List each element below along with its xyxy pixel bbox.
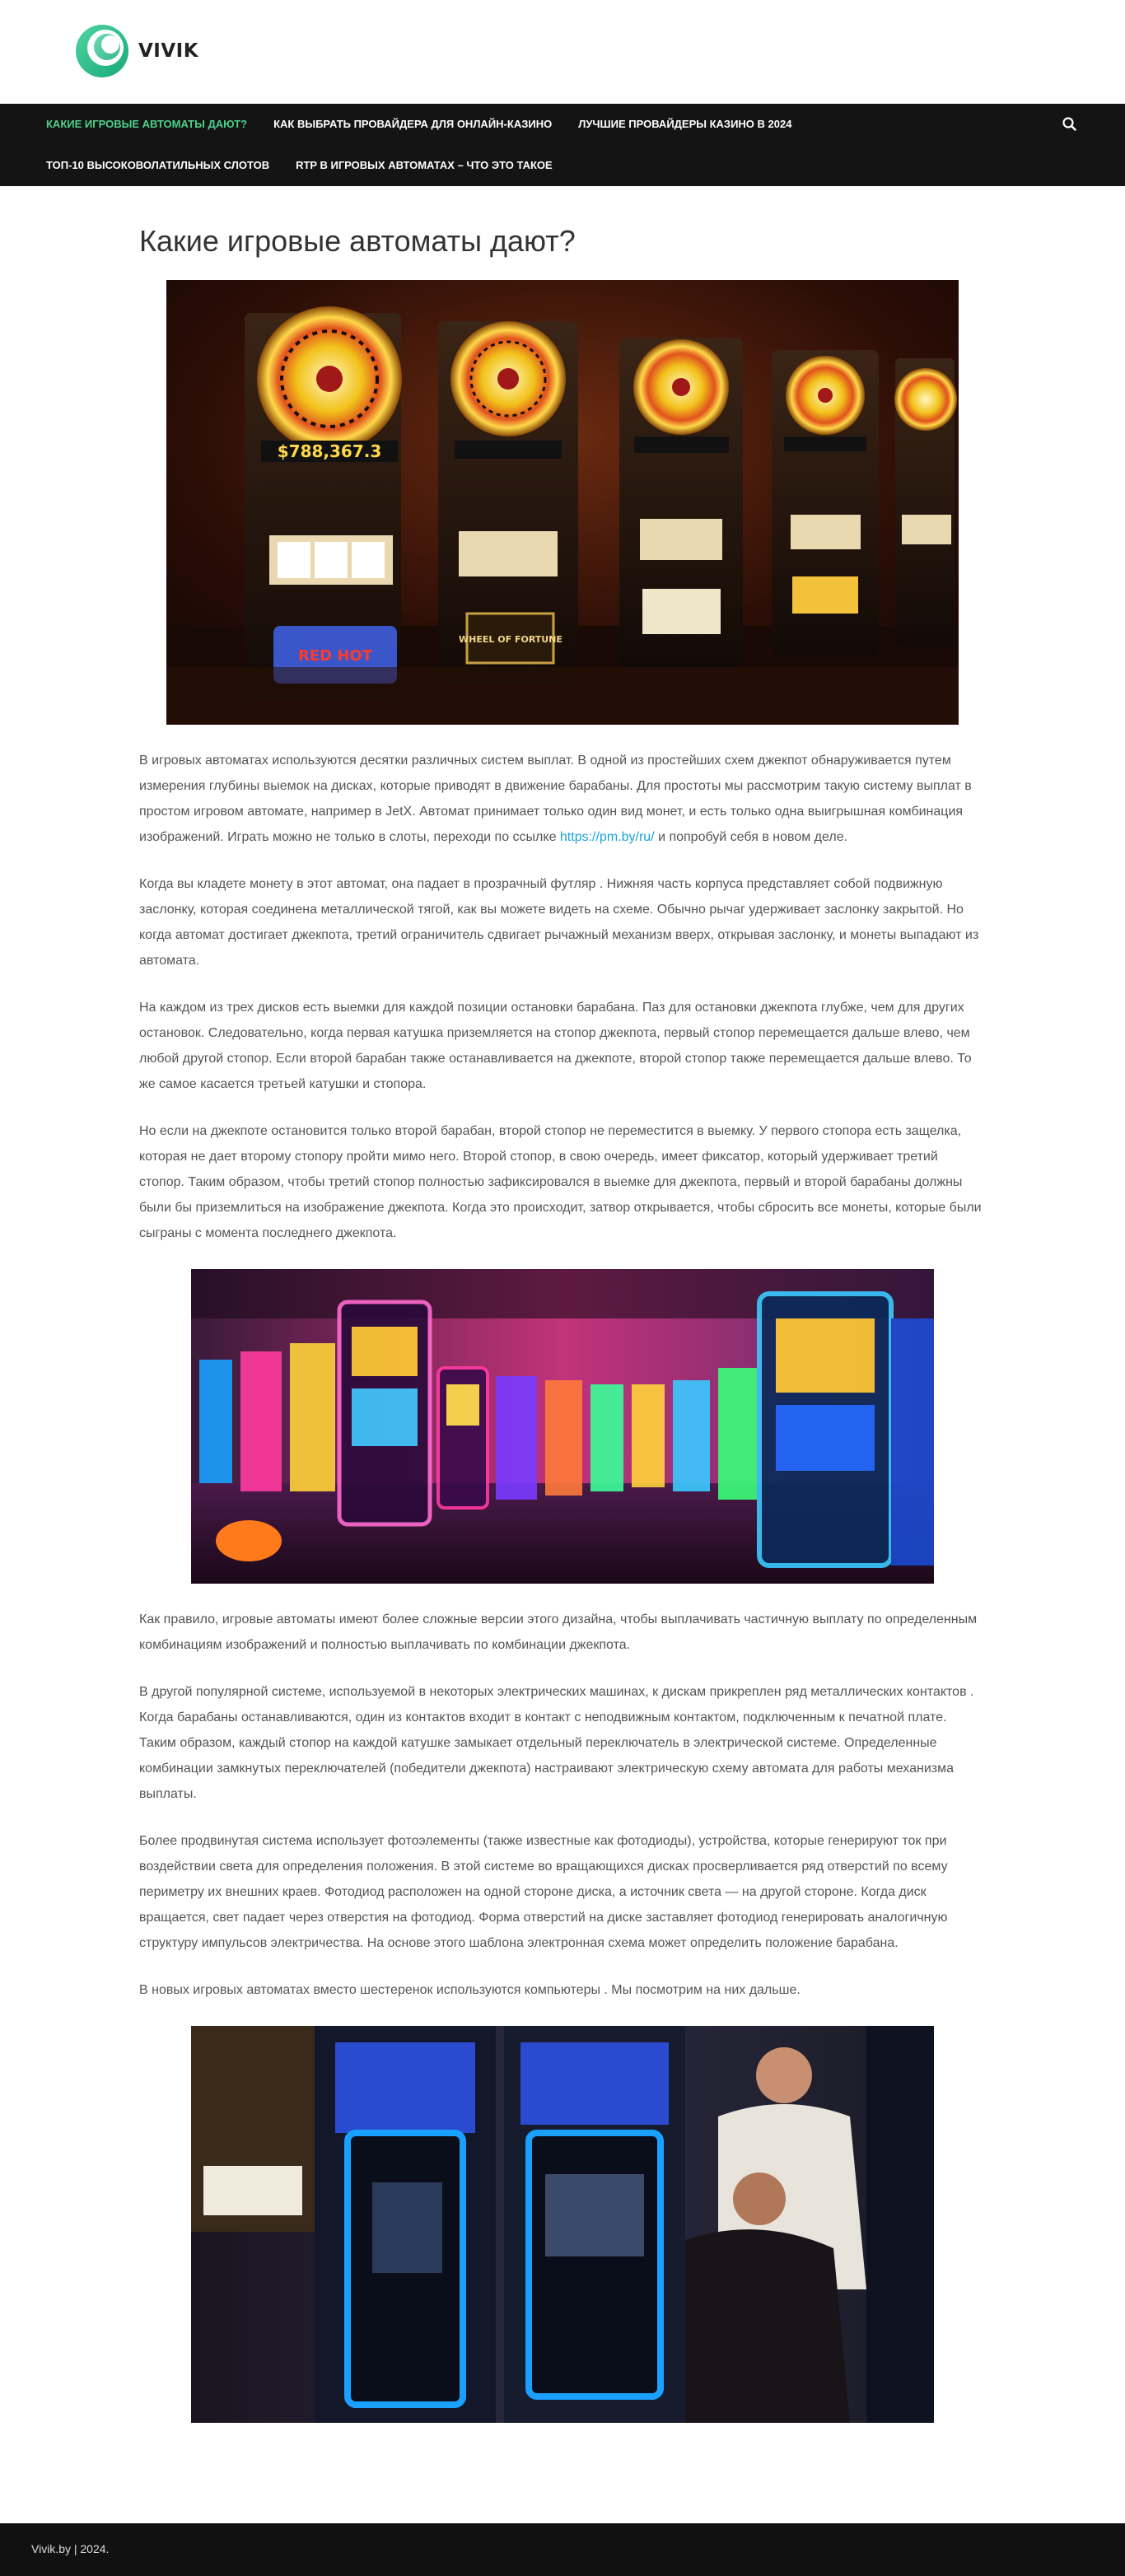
paragraph-5: Как правило, игровые автоматы имеют более сложные версии этого дизайна, чтобы выплачивать частичную выплату по определенным комбинациям изображений и полностью выплачивать по комбинации джекпота. — [139, 1612, 978, 1652]
nav-item-rtp[interactable]: RTP В ИГРОВЫХ АВТОМАТАХ – ЧТО ЭТО ТАКОЕ — [296, 159, 553, 171]
slot-machines-image-1 — [166, 280, 959, 725]
wheel-of-fortune-label: WHEEL OF FORTUNE — [459, 634, 562, 645]
nav-row-1 — [46, 104, 818, 145]
jackpot-display: $788,367.3 — [277, 441, 382, 461]
paragraph-8: В новых игровых автоматах вместо шестеренок используются компьютеры . Мы посмотрим на них дальше. — [139, 1983, 801, 1997]
red-hot-label: RED HOT — [297, 647, 373, 665]
site-header — [0, 0, 1125, 104]
nav-row-2 — [46, 145, 579, 186]
nav-item-slot-machines[interactable]: КАКИЕ ИГРОВЫЕ АВТОМАТЫ ДАЮТ? — [46, 118, 248, 130]
nav-item-top-volatile-slots[interactable]: ТОП-10 ВЫСОКОВОЛАТИЛЬНЫХ СЛОТОВ — [46, 159, 270, 171]
nav-item-choose-provider[interactable]: КАК ВЫБРАТЬ ПРОВАЙДЕРА ДЛЯ ОНЛАЙН-КАЗИНО — [273, 118, 553, 130]
page-title: Какие игровые автоматы дают? — [139, 224, 576, 258]
site-logo[interactable] — [74, 23, 198, 79]
footer-copyright: Vivik.by | 2024. — [31, 2542, 110, 2555]
nav-item-best-providers[interactable]: ЛУЧШИЕ ПРОВАЙДЕРЫ КАЗИНО В 2024 — [578, 118, 792, 130]
site-name: VIVIK — [138, 40, 199, 62]
paragraph-7: Более продвинутая система использует фотоэлементы (также известные как фотодиоды), устройства, которые генерируют ток при воздействии света для определения положения. В этой системе во вращающихся дисках просверливается ряд отверстий по всему периметру их внешних краев. Фотодиод расположен на одной стороне диска, а источник света — на другой стороне. Когда диск вращается, свет падает через отверстия на фотодиод. Форма отверстий на диске заставляет фотодиод генерировать аналогичную структуру импульсов электричества. На основе этого шаблона электронная схема может определить положение барабана. — [139, 1834, 948, 1950]
paragraph-3: На каждом из трех дисков есть выемки для каждой позиции остановки барабана. Паз для остановки джекпота глубже, чем для других остановок. Следовательно, когда первая катушка приземляется на стопор джекпота, первый стопор перемещается дальше влево, чем любой другой стопор. Если второй барабан также останавливается на джекпоте, второй стопор также перемещается дальше влево. То же самое касается третьей катушки и стопора. — [139, 1001, 972, 1091]
main-nav — [0, 104, 1125, 186]
article — [139, 186, 986, 2423]
paragraph-6: В другой популярной системе, используемой в некоторых электрических машинах, к дискам прикреплен ряд металлических контактов . Когда барабаны останавливаются, один из контактов входит в контакт с неподвижным контактом, подключенным к печатной плате. Таким образом, каждый стопор на каждой катушке замыкает отдельный переключатель в электрической системе. Определенные комбинации замкнутых переключателей (победители джекпота) настраивают электрическую схему автомата для работы механизма выплаты. — [139, 1685, 974, 1801]
paragraph-2: Когда вы кладете монету в этот автомат, она падает в прозрачный футляр . Нижняя часть корпуса представляет собой подвижную заслонку, которая соединена металлической тягой, как вы можете видеть на схеме. Обычно рычаг удерживает заслонку закрытой. Но когда автомат достигает джекпота, третий ограничитель сдвигает рычажный механизм вверх, открывая заслонку, и монеты выпадают из автомата. — [139, 877, 979, 968]
paragraph-1 — [139, 748, 986, 850]
pm-link[interactable]: https://pm.by/ru/ — [559, 830, 655, 844]
main-content — [0, 186, 1125, 2423]
site-footer — [0, 2523, 1125, 2576]
logo-icon — [74, 23, 130, 79]
search-icon[interactable] — [1061, 115, 1079, 133]
paragraph-1-tail: и попробуй себя в новом деле. — [654, 830, 848, 844]
paragraph-1-text: В игровых автоматах используются десятки различных систем выплат. В одной из простейших схем джекпот обнаруживается путем измерения глубины выемок на дисках, которые приводят в движение барабаны. Для простоты мы рассмотрим такую систему выплат в простом игровом автомате, например в JetX. Автомат принимает только один вид монет, и есть только одна выигрышная комбинация изображений. Играть можно не только в слоты, переходи по ссылке — [139, 754, 972, 844]
slot-machines-image-3 — [191, 2026, 934, 2423]
paragraph-4: Но если на джекпоте остановится только второй барабан, второй стопор не переместится в выемку. У первого стопора есть защелка, которая не дает второму стопору пройти мимо него. Второй стопор, в свою очередь, имеет фиксатор, который удерживает третий стопор. Таким образом, чтобы третий стопор полностью зафиксировался в выемке для джекпота, первый и второй барабаны должны были бы приземлиться на изображение джекпота. Когда это происходит, затвор открывается, чтобы сбросить все монеты, которые были сыграны с момента последнего джекпота. — [139, 1124, 982, 1240]
slot-machines-image-2 — [191, 1269, 934, 1584]
